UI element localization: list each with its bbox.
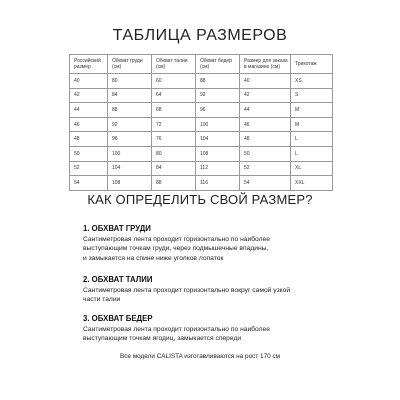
table-cell: 52 [70,161,108,176]
table-cell: S [291,88,333,103]
table-cell: 96 [108,132,152,147]
table-cell: 80 [152,146,196,161]
table-cell: L [291,132,333,147]
size-table [69,54,333,191]
header-knitwear: Трикотаж [291,55,333,74]
table-row [70,74,333,89]
table-cell: 96 [196,103,240,118]
page-title: ТАБЛИЦА РАЗМЕРОВ [112,27,288,44]
table-cell: 44 [70,103,108,118]
table-cell: 100 [108,146,152,161]
header-chest: Обхват груди (см) [108,55,152,74]
table-cell: 60 [152,74,196,89]
how-to-subtitle: КАК ОПРЕДЕЛИТЬ СВОЙ РАЗМЕР? [87,192,313,207]
header-waist: Обхват талии (см) [152,55,196,74]
table-row [70,132,333,147]
table-cell: 50 [70,146,108,161]
table-cell: 52 [240,161,291,176]
table-cell: M [291,103,333,118]
section-text: Сантиметровая лента проходит горизонтально по наиболее выступающим точкам ягодиц, замыкается спереди [83,326,270,343]
table-cell: 64 [152,88,196,103]
table-cell: 88 [196,74,240,89]
section-waist [83,275,343,305]
table-cell: 72 [152,117,196,132]
footer-note: Все модели CALISTA изготавливаются на рост 170 см [119,353,281,360]
table-cell: 92 [108,117,152,132]
table-row [70,117,333,132]
table-row [70,176,333,191]
table-cell: 42 [70,88,108,103]
table-cell: 80 [108,74,152,89]
table-cell: 84 [108,88,152,103]
table-cell: 100 [196,117,240,132]
table-cell: 108 [108,176,152,191]
table-cell: XXL [291,176,333,191]
table-cell: 48 [240,132,291,147]
table-cell: 40 [70,74,108,89]
table-cell: XL [291,161,333,176]
table-row [70,88,333,103]
table-cell: 104 [196,132,240,147]
table-cell: 46 [70,117,108,132]
table-cell: L [291,146,333,161]
header-russian-size: Российский размер [70,55,108,74]
table-cell: 46 [240,117,291,132]
section-heading: 3. ОБХВАТ БЕДЕР [83,314,153,323]
header-hips: Обхват бедер (см) [196,55,240,74]
table-cell: XS [291,74,333,89]
table-header-row [70,55,333,74]
table-cell: 108 [196,146,240,161]
table-cell: 50 [240,146,291,161]
table-cell: 116 [196,176,240,191]
section-chest [83,224,343,263]
header-order-size: Размер для заказа в магазине (см) [240,55,291,74]
table-cell: 88 [152,176,196,191]
table-body [70,74,333,191]
table-cell: M [291,117,333,132]
table-cell: 88 [108,103,152,118]
table-cell: 54 [70,176,108,191]
table-cell: 84 [152,161,196,176]
table-cell: 54 [240,176,291,191]
table-cell: 48 [70,132,108,147]
table-cell: 76 [152,132,196,147]
table-row [70,161,333,176]
section-heading: 1. ОБХВАТ ГРУДИ [83,224,151,233]
table-cell: 40 [240,74,291,89]
table-cell: 104 [108,161,152,176]
section-hips [83,314,343,344]
table-cell: 44 [240,103,291,118]
table-cell: 92 [196,88,240,103]
section-text: Сантиметровая лента проходит горизонтально вокруг самой узкой части талии [83,287,291,304]
table-cell: 68 [152,103,196,118]
table-row [70,146,333,161]
table-row [70,103,333,118]
section-text: Сантиметровая лента проходит горизонтально по наиболее выступающим точкам груди, через подмышечные впадины, и замыкается на спине ниже уголков лопаток [83,236,270,262]
table-cell: 42 [240,88,291,103]
section-heading: 2. ОБХВАТ ТАЛИИ [83,275,153,284]
table-cell: 112 [196,161,240,176]
